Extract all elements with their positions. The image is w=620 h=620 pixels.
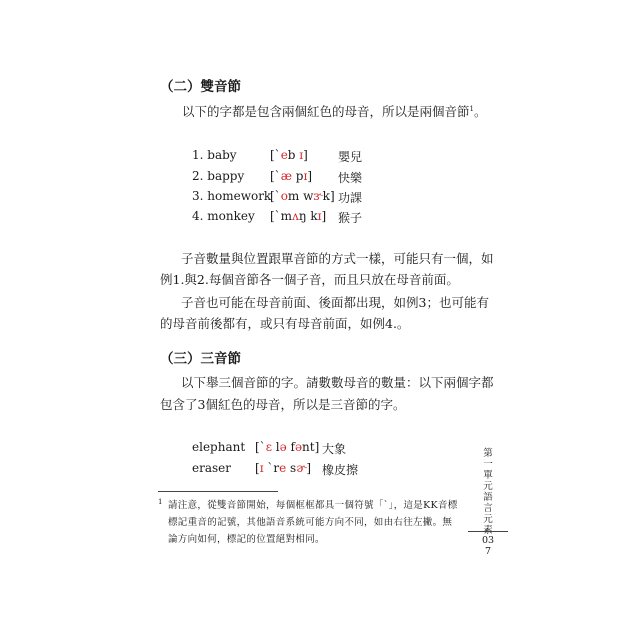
example-meaning: 功課 — [338, 191, 363, 205]
footnote — [158, 497, 458, 548]
example-meaning: 嬰兒 — [338, 150, 363, 164]
paragraph-line: 例1.與2.每個音節各一個子音，而且只放在母音前面。 — [160, 272, 459, 287]
footnote-number: 1 — [158, 498, 163, 506]
footnote-divider — [158, 491, 278, 492]
example-word: elephant — [192, 440, 246, 454]
example-word: eraser — [192, 461, 231, 475]
example-word: 1. baby — [192, 148, 237, 162]
example-ipa: [ˋæ pɪ] — [270, 169, 312, 183]
side-title-label: 語言元 — [483, 492, 493, 525]
example-meaning: 快樂 — [338, 171, 363, 185]
paragraph-line: 的母音前後都有，或只有母音前面，如例4.。 — [160, 316, 410, 331]
section2-intro: 以下的字都是包含兩個紅色的母音，所以是兩個音節$^1$。 — [182, 104, 487, 120]
example-meaning: 大象 — [322, 442, 347, 456]
paragraph-line: 包含了3個紅色的母音，所以是三音節的字。 — [160, 397, 406, 412]
example-ipa: [ˋeb ɪ] — [270, 148, 308, 162]
example-word: 3. homework — [192, 189, 272, 203]
example-ipa: [ˋɛ lə fənt] — [255, 440, 320, 454]
page-number: 037 — [481, 535, 495, 557]
example-meaning: 猴子 — [338, 211, 363, 225]
side-chapter-label: 第一單元 — [483, 448, 493, 492]
paragraph-line: 以下舉三個音節的字。請數數母音的數量：以下兩個字都 — [181, 375, 494, 390]
example-word: 4. monkey — [192, 209, 255, 223]
section-heading-disyllable: （二）雙音節 — [160, 79, 241, 95]
example-word: 2. bappy — [192, 169, 245, 183]
example-ipa: [ɪ ˋre sɚ] — [255, 461, 311, 475]
paragraph-line: 子音數量與位置跟單音節的方式一樣，可能只有一個，如 — [181, 251, 494, 266]
footnote-text: 請注意，從雙音節開始，每個框框都具一個符號「ˋ」，這是KK音標標記重音的記號，其他語音系統可能方向不同，如由右往左撇。無論方向如何，標記的位置絕對相同。 — [168, 500, 458, 545]
section-heading-trisyllable: （三）三音節 — [160, 351, 241, 367]
paragraph-line: 子音也可能在母音前面、後面都出現，如例3；也可能有 — [181, 295, 489, 310]
example-meaning: 橡皮擦 — [322, 463, 359, 477]
example-ipa: [ˋom wɝk] — [270, 189, 335, 203]
footnote-ref: 1 — [469, 105, 474, 113]
example-ipa: [ˋmʌŋ kɪ] — [270, 209, 327, 223]
side-divider — [468, 531, 508, 532]
